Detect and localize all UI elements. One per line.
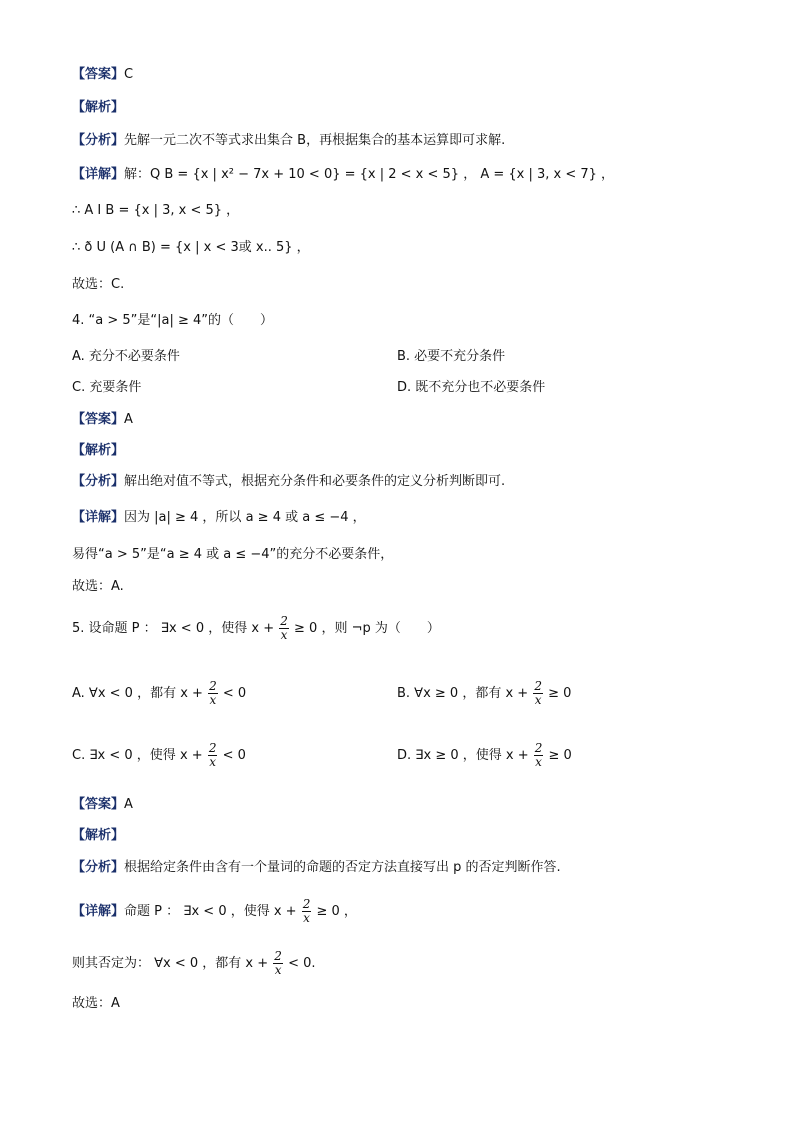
fenxi-text: 先解一元二次不等式求出集合 B，再根据集合的基本运算即可求解. (124, 133, 506, 148)
detail-text: 解：Q B = {x | x² − 7x + 10 < 0} = {x | 2 < x < 5} ， A = {x | 3, x < 7} ， (124, 167, 615, 182)
q4-option-c: C. 充要条件 (72, 380, 142, 395)
q5-negation-line (72, 950, 316, 977)
q4-stem (72, 313, 273, 329)
detail-text: 易得“a > 5”是“a ≥ 4 或 a ≤ −4”的充分不必要条件， (72, 547, 394, 562)
detail-text: ∴ ð U (A ∩ B) = {x | x < 3或 x.. 5} ， (72, 240, 310, 255)
q5-detail-line (72, 898, 357, 925)
q4-detail-line2 (72, 547, 393, 563)
option-tail: ≥ 0 (548, 748, 572, 763)
detail-tag: 【详解】 (72, 510, 125, 525)
q3-answer-line (72, 67, 133, 83)
q4-analysis-heading (72, 443, 124, 459)
q3-detail-line3 (72, 240, 310, 256)
fraction (279, 615, 289, 642)
q5-fenxi-line (72, 860, 561, 876)
fenxi-text: 解出绝对值不等式，根据充分条件和必要条件的定义分析判断即可. (124, 474, 506, 489)
fraction-denominator: x (303, 911, 310, 925)
q4-choose (72, 579, 124, 595)
fraction-numerator: 2 (534, 741, 543, 755)
answer-tag: 【答案】 (72, 67, 125, 82)
option-tail: < 0 (222, 748, 246, 763)
fraction-numerator: 2 (274, 949, 282, 963)
q4-option-a: A. 充分不必要条件 (72, 349, 180, 364)
option-text: B. ∀x ≥ 0 ，都有 x + (397, 686, 529, 701)
option-tail: ≥ 0 (548, 686, 572, 701)
fenxi-text: 根据给定条件由含有一个量词的命题的否定方法直接写出 p 的否定判断作答. (124, 860, 561, 875)
analysis-tag: 【解析】 (72, 443, 125, 458)
q5-option-c (72, 742, 246, 769)
fraction-denominator: x (209, 755, 217, 769)
detail-text: 命题 P ： ∃x < 0 ，使得 x + (124, 904, 297, 919)
fraction (302, 898, 312, 925)
q5-option-d (397, 742, 572, 769)
negation-tail: < 0. (288, 956, 316, 971)
question-stem: 4. “a > 5”是“|a| ≥ 4”的（ ） (72, 313, 274, 328)
option-text: C. ∃x < 0 ，使得 x + (72, 748, 203, 763)
q4-answer-line (72, 412, 133, 428)
answer-value: A (124, 797, 133, 812)
answer-tag: 【答案】 (72, 412, 125, 427)
option-text: A. ∀x < 0 ，都有 x + (72, 686, 203, 701)
q5-option-b (397, 680, 571, 707)
fenxi-tag: 【分析】 (72, 133, 125, 148)
fenxi-tag: 【分析】 (72, 474, 125, 489)
negation-text: 则其否定为： ∀x < 0 ，都有 x + (72, 956, 269, 971)
fraction-denominator: x (535, 755, 542, 769)
q3-analysis-heading (72, 100, 124, 116)
fraction (533, 680, 543, 707)
answer-value: A (124, 412, 133, 427)
option-text: D. ∃x ≥ 0 ，使得 x + (397, 748, 529, 763)
fenxi-tag: 【分析】 (72, 860, 125, 875)
fraction-denominator: x (209, 693, 217, 707)
q4-detail-line1 (72, 510, 366, 526)
fraction-denominator: x (280, 628, 288, 642)
question-stem-tail: ≥ 0 ，则 ¬p 为（ ） (294, 621, 440, 636)
q5-stem (72, 615, 440, 642)
fraction (208, 742, 218, 769)
choose-text: 故选：C. (72, 277, 125, 292)
fraction (534, 742, 544, 769)
choose-text: 故选：A. (72, 579, 124, 594)
q3-detail-line2 (72, 203, 239, 219)
q5-option-a (72, 680, 246, 707)
fraction-numerator: 2 (302, 897, 311, 911)
detail-text: ∴ A I B = {x | 3, x < 5} ， (72, 203, 240, 218)
fraction-numerator: 2 (208, 741, 217, 755)
choose-text: 故选：A (72, 996, 120, 1011)
answer-value: C (124, 67, 134, 82)
fraction-numerator: 2 (209, 679, 217, 693)
detail-text: 因为 |a| ≥ 4 ，所以 a ≥ 4 或 a ≤ −4 ， (124, 510, 366, 525)
option-tail: < 0 (222, 686, 247, 701)
detail-tail: ≥ 0 ， (316, 904, 357, 919)
fraction-denominator: x (534, 693, 542, 707)
fraction-denominator: x (274, 963, 282, 977)
q5-choose (72, 996, 120, 1012)
detail-tag: 【详解】 (72, 167, 125, 182)
question-stem: 5. 设命题 P ： ∃x < 0 ，使得 x + (72, 621, 275, 636)
fraction-numerator: 2 (280, 614, 288, 628)
answer-tag: 【答案】 (72, 797, 125, 812)
q3-choose (72, 277, 124, 293)
q3-detail-line1 (72, 167, 614, 183)
fraction (273, 950, 283, 977)
detail-tag: 【详解】 (72, 904, 125, 919)
analysis-tag: 【解析】 (72, 828, 125, 843)
fraction-numerator: 2 (534, 679, 542, 693)
analysis-tag: 【解析】 (72, 100, 125, 115)
q4-option-d: D. 既不充分也不必要条件 (397, 380, 546, 395)
fraction (208, 680, 218, 707)
q5-answer-line (72, 797, 133, 813)
q4-fenxi-line (72, 474, 505, 490)
q4-option-b: B. 必要不充分条件 (397, 349, 506, 364)
q5-analysis-heading (72, 828, 124, 844)
q3-fenxi-line (72, 133, 505, 149)
